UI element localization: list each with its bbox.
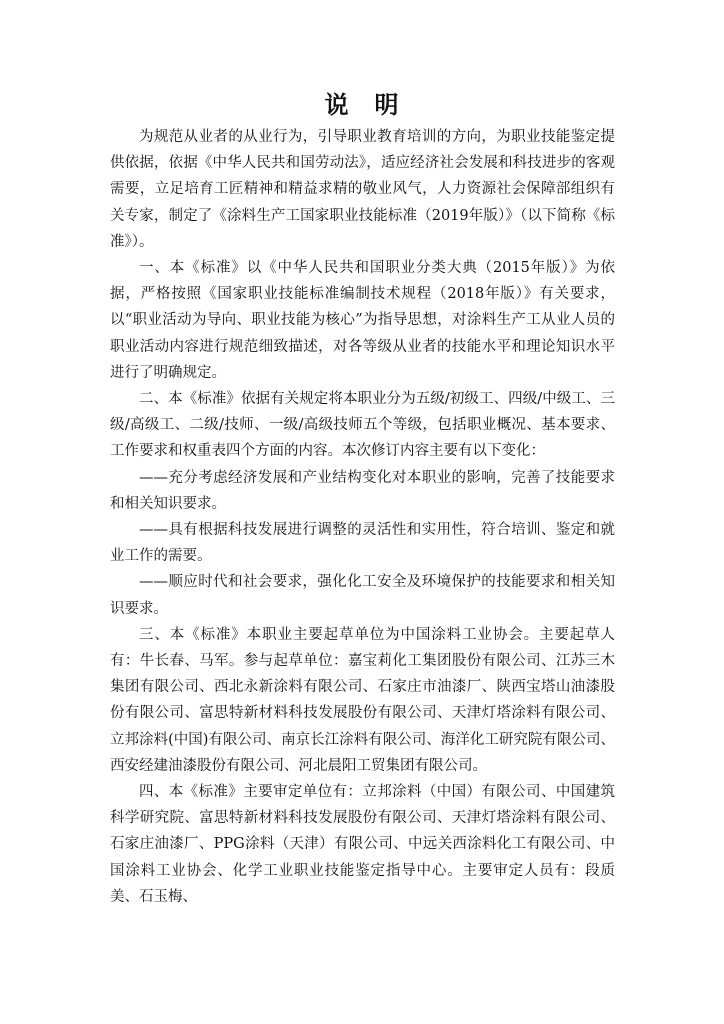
paragraph-intro: 为规范从业者的从业行为，引导职业教育培训的方向，为职业技能鉴定提供依据，依据《中华人民共和国劳动法》，适应经济社会发展和科技进步的客观需要，立足培育工匠精神和精益求精的敬业风气，人力资源社会保障部组织有关专家，制定了《涂料生产工国家职业技能标准（2019年版）》（以下简称《标准》）。 bbox=[110, 129, 615, 250]
paragraph-section-3: 三、本《标准》本职业主要起草单位为中国涂料工业协会。主要起草人有：牛长春、马军。参与起草单位：嘉宝莉化工集团股份有限公司、江苏三木集团有限公司、西北永新涂料有限公司、石家庄市油漆厂、陕西宝塔山油漆股份有限公司、富思特新材料科技发展股份有限公司、天津灯塔涂料有限公司、立邦涂料(中国)有限公司、南京长江涂料有限公司、海洋化工研究院有限公司、西安经建油漆股份有限公司、河北晨阳工贸集团有限公司。 bbox=[110, 626, 615, 774]
page-title: 说 明 bbox=[324, 91, 400, 119]
document-body bbox=[110, 124, 615, 910]
paragraph-change-2: ——具有根据科技发展进行调整的灵活性和实用性，符合培训、鉴定和就业工作的需要。 bbox=[110, 522, 615, 565]
paragraph-section-4: 四、本《标准》主要审定单位有：立邦涂料（中国）有限公司、中国建筑科学研究院、富思特新材料科技发展股份有限公司、天津灯塔涂料有限公司、石家庄油漆厂、PPG涂料（天津）有限公司、中远关西涂料化工有限公司、中国涂料工业协会、化学工业职业技能鉴定指导中心。主要审定人员有：段质美、石玉梅、 bbox=[110, 784, 615, 905]
paragraph-change-1: ——充分考虑经济发展和产业结构变化对本职业的影响，完善了技能要求和相关知识要求。 bbox=[110, 469, 615, 512]
paragraph-section-2: 二、本《标准》依据有关规定将本职业分为五级/初级工、四级/中级工、三级/高级工、二级/技师、一级/高级技师五个等级，包括职业概况、基本要求、工作要求和权重表四个方面的内容。本次修订内容主要有以下变化： bbox=[110, 391, 615, 460]
paragraph-change-3: ——顺应时代和社会要求，强化化工安全及环境保护的技能要求和相关知识要求。 bbox=[110, 574, 615, 617]
paragraph-section-1: 一、本《标准》以《中华人民共和国职业分类大典（2015年版）》为依据，严格按照《国家职业技能标准编制技术规程（2018年版）》有关要求，以“职业活动为导向、职业技能为核心”为指导思想，对涂料生产工从业人员的职业活动内容进行规范细致描述，对各等级从业者的技能水平和理论知识水平进行了明确规定。 bbox=[110, 260, 615, 381]
